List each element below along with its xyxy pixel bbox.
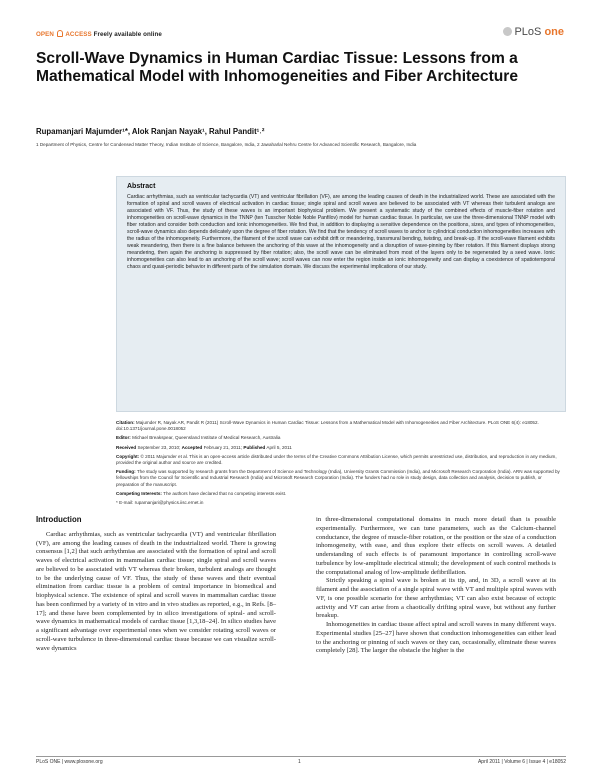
page-footer [36,759,566,769]
freely-available-text: Freely available online [93,31,162,38]
abstract-text: Cardiac arrhythmias, such as ventricular tachycardia (VT) and ventricular fibrillation (VF), are among the leading causes of death in the industrialized world. These are associated with the formation of spiral and scroll waves of electrical activation in cardiac tissue; single spiral and scroll waves are believed to be associated with VT whereas their turbulent analogs are associated with VF. Thus, the study of these waves is an important biophysical problem. We present a systematic study of the combined effects of muscle-fiber rotation and inhomogeneities on scroll-wave dynamics in the TNNP (ten Tusscher Noble Noble Panfilov) model for human cardiac tissue. In particular, we use the three-dimensional TNNP model with fiber rotation and consider both conduction and ionic inhomogeneities. We find that, in addition to displaying a sensitive dependence on the positions, sizes, and types of inhomogeneities, scroll-wave dynamics also depends delicately upon the degree of fiber rotation. We find that the tendency of scroll waves to anchor to cylindrical conduction inhomogeneities increases with the radius of the inhomogeneity. Furthermore, the filament of the scroll wave can exhibit drift or meandering, transmural bending, twisting, and break-up. If the scroll-wave filament exhibits weak meandering, then there is a fine balance between the anchoring of this wave at the inhomogeneity and a disruption of wave-pinning by fiber rotation. If this filament displays strong meandering, then again the anchoring is suppressed by fiber rotation; also, the scroll wave can be eliminated from most of the layers only to be regenerated by a seed wave. Ionic inhomogeneities can also lead to an anchoring of the scroll wave; scroll waves can now enter the region inside an ionic inhomogeneity and can display a coexistence of spatiotemporal chaos and quasi-periodic behavior in different parts of the simulation domain. We discuss the experimental implications of our study. [127,194,555,271]
article-title: Scroll-Wave Dynamics in Human Cardiac Tissue: Lessons from a Mathematical Model with Inhomogeneities and Fiber Architecture [36,50,519,85]
logo-one-text: one [544,26,564,38]
abstract-box [116,176,566,412]
footer-issue: April 2011 | Volume 6 | Issue 4 | e18052 [477,759,566,765]
funding-text: The study was supported by research grants from the Department of Science and Technology (India), University Grants Commission (India), and Microsoft Research Corporation (India). ARN was supported by fellowships from the Council for Scientific and Industrial Research (India) and Microsoft Research Corporation (India). The funders had no role in study design, data collection and analysis, decision to publish, or preparation of the manuscript. [116,469,560,487]
affiliations: 1 Department of Physics, Centre for Condensed Matter Theory, Indian Institute of Science, Bangalore, India, 2 Jawaharlal Nehru Centre for Advanced Scientific Research, Bangalore, India [36,142,417,147]
logo-plos-text: PLoS [514,26,542,38]
access-text: ACCESS [65,31,92,38]
funding-label: Funding: [116,469,136,475]
plos-one-logo [503,26,564,38]
journal-header [36,28,564,42]
abstract-heading: Abstract [127,183,156,190]
footer-journal: PLoS ONE | www.plosone.org [36,759,103,765]
dates-line [116,445,566,451]
competing-text: The authors have declared that no competing interests exist. [163,490,287,496]
intro-paragraph-4: Inhomogeneities in cardiac tissue affect spiral and scroll waves in many different ways. Experimental studies [25–27] have shown that conduction inhomogeneities can either lead to the anchoring or pinning of such waves or they can, occasionally, eliminate these waves completely [28]. The larger the obstacle the higher is the [316,621,556,655]
received-date: September 23, 2010; [137,444,181,450]
editor-text: Michael Breakspear, Queensland Institute of Medical Research, Australia [132,435,281,441]
open-text: OPEN [36,31,54,38]
intro-paragraph-1: Cardiac arrhythmias, such as ventricular tachycardia (VT) and ventricular fibrillation (VF), are among the leading causes of death in the industrialized world. There is growing consensus [1,2] that such arrhythmias are associated with the formation of spiral and scroll waves of electrical activation in mammalian cardiac tissue; single spiral and scroll waves are believed to be associated with VT whereas their broken, turbulent analogs are thought to be the underlying cause of VF. Thus, the study of these waves and their eventual elimination from cardiac tissue is a problem of central importance in biomedical and biophysical science. The existence of spiral and scroll waves in mammalian cardiac tissue has been confirmed by a variety of in vitro and in vivo studies as reported, e.g., in Refs. [8–17]; and these have been complemented by in silico investigations of spiral- and scroll-wave dynamics in mathematical models of cardiac tissue [1,3,18–24]. In silico studies have a significant advantage over experimental ones when we consider rotating scroll waves or scroll-wave turbulence in three-dimensional cardiac tissue because we can visualize scroll-wave dynamics [36,530,276,652]
right-column [316,516,556,656]
footer-divider [36,756,566,757]
published-date: April 5, 2011 [266,444,292,450]
email-line: * E-mail: rupamanjari@physics.iisc.ernet.in [116,500,204,506]
editor-label: Editor: [116,435,131,441]
citation-line [116,420,566,432]
intro-paragraph-2: in three-dimensional computational domains in much more detail than is possible experimentally. Furthermore, we can tune parameters, such as the Calcium-channel conductance, the degree of muscle-fiber rotation, or the position or the size of a conduction inhomogeneity, with ease, and thus explore their effects on scroll waves. A detailed understanding of such effects is of paramount importance in controlling scroll-wave turbulence by low-amplitude electrical stimuli; the development of such control methods is the computational analog of low-amplitude defibrillation. [316,516,556,576]
logo-circle-icon [503,27,512,36]
competing-label: Competing Interests: [116,490,162,496]
left-column [36,516,276,653]
footer-page-number: 1 [298,759,301,765]
open-access-label [36,30,162,38]
published-label: Published [243,444,266,450]
citation-label: Citation: [116,420,135,425]
accepted-date: February 21, 2011; [203,444,243,450]
article-metadata [116,420,566,509]
received-label: Received [116,444,137,450]
accepted-label: Accepted [181,444,203,450]
competing-line [116,491,566,497]
citation-text: Majumder R, Nayak AR, Pandit R (2011) Scroll-Wave Dynamics in Human Cardiac Tissue: Lessons from a Mathematical Model with Inhomogeneities and Fiber Architecture. PLoS ONE 6(4): e18052. doi:10.1371/journal.pone.0018052 [116,420,539,432]
editor-line [116,435,566,441]
copyright-text: © 2011 Majumder et al. This is an open-access article distributed under the terms of the Creative Commons Attribution License, which permits unrestricted use, distribution, and reproduction in any medium, provided the original author and source are credited. [116,453,557,466]
author-list: Rupamanjari Majumder¹*, Alok Ranjan Nayak¹, Rahul Pandit¹˒² [36,127,265,136]
intro-paragraph-3: Strictly speaking a spiral wave is broken at its tip, and, in 3D, a scroll wave at its filament and the association of a single spiral wave with VT and multiple spiral waves with VF, is one possible scenario for these arrhythmias; VT can also exist because of ectopic activity and VF can arise from a chaotically drifting spiral wave, but without any further breakup. [316,577,556,620]
open-access-lock-icon [57,30,63,37]
funding-line [116,469,566,487]
introduction-heading: Introduction [36,515,82,524]
copyright-line [116,454,566,466]
copyright-label: Copyright: [116,453,140,459]
